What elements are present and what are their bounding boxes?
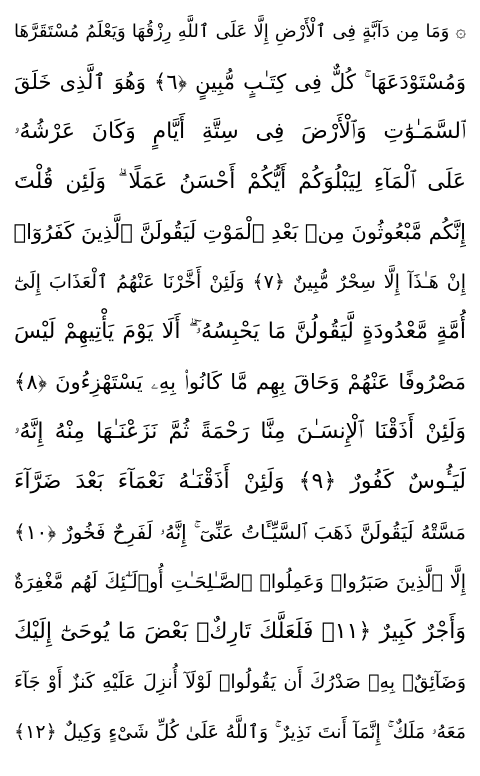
verse-text-block bbox=[14, 8, 466, 768]
text-line-3: ٱلسَّمَـٰوَٰتِ وَٱلْأَرْضَ فِى سِتَّةِ أَيَّامٍ وَكَانَ عَرْشُهُۥ bbox=[14, 119, 466, 144]
text-line-11: مَسَّتْهُ لَيَقُولَنَّ ذَهَبَ ٱلسَّيِّـَٔاتُ عَنِّىٓ ۚ إِنَّهُۥ لَفَرِحٌ فَخُورٌ ﴿١٠﴾ bbox=[14, 520, 466, 544]
text-line-13: وَأَجْرٌ كَبِيرٌ ﴿١١﴾ فَلَعَلَّكَ تَارِكٌۢ بَعْضَ مَا يُوحَىٰٓ إِلَيْكَ bbox=[14, 619, 466, 644]
text-line-15: مَعَهُۥ مَلَكٌ ۚ إِنَّمَآ أَنتَ نَذِيرٌ ۚ وَٱللَّهُ عَلَىٰ كُلِّ شَىْءٍ وَكِيلٌ ﴿١٢﴾ bbox=[14, 721, 466, 743]
text-line-7: أُمَّةٍ مَّعْدُودَةٍ لَّيَقُولُنَّ مَا يَحْبِسُهُۥٓ ۗ أَلَا يَوْمَ يَأْتِيهِمْ لَيْسَ bbox=[14, 319, 466, 344]
text-line-10: لَيَـُٔوسٌ كَفُورٌ ﴿٩﴾ وَلَئِنْ أَذَقْنَـٰهُ نَعْمَآءَ بَعْدَ ضَرَّآءَ bbox=[14, 469, 466, 494]
text-line-12: إِلَّا ٱلَّذِينَ صَبَرُوا۟ وَعَمِلُوا۟ ٱلصَّـٰلِحَـٰتِ أُو۟لَـٰٓئِكَ لَهُم مَّغْفِرَةٌ bbox=[14, 571, 466, 593]
text-line-4: عَلَى ٱلْمَآءِ لِيَبْلُوَكُمْ أَيُّكُمْ أَحْسَنُ عَمَلًا ۗ وَلَئِن قُلْتَ bbox=[14, 169, 466, 194]
text-line-8: مَصْرُوفًا عَنْهُمْ وَحَاقَ بِهِم مَّا كَانُوا۟ بِهِۦ يَسْتَهْزِءُونَ ﴿٨﴾ bbox=[14, 370, 466, 394]
text-line-1: ۞ وَمَا مِن دَآبَّةٍ فِى ٱلْأَرْضِ إِلَّا عَلَى ٱللَّهِ رِزْقُهَا وَيَعْلَمُ مُسْتَقَرَّهَا bbox=[14, 21, 466, 42]
text-line-6: إِنْ هَـٰذَآ إِلَّا سِحْرٌ مُّبِينٌ ﴿٧﴾ وَلَئِنْ أَخَّرْنَا عَنْهُمُ ٱلْعَذَابَ إِلَىٰٓ bbox=[14, 271, 466, 293]
text-line-2: وَمُسْتَوْدَعَهَا ۚ كُلٌّ فِى كِتَـٰبٍ مُّبِينٍ ﴿٦﴾ وَهُوَ ٱلَّذِى خَلَقَ bbox=[14, 70, 466, 94]
text-line-9: وَلَئِنْ أَذَقْنَا ٱلْإِنسَـٰنَ مِنَّا رَحْمَةً ثُمَّ نَزَعْنَـٰهَا مِنْهُ إِنَّهُۥ bbox=[14, 419, 466, 444]
text-line-5: إِنَّكُم مَّبْعُوثُونَ مِنۢ بَعْدِ ٱلْمَوْتِ لَيَقُولَنَّ ٱلَّذِينَ كَفَرُوٓا۟ bbox=[14, 220, 466, 244]
text-line-14: وَضَآئِقٌۢ بِهِۦ صَدْرُكَ أَن يَقُولُوا۟ لَوْلَآ أُنزِلَ عَلَيْهِ كَنزٌ أَوْ جَآءَ bbox=[14, 671, 466, 693]
